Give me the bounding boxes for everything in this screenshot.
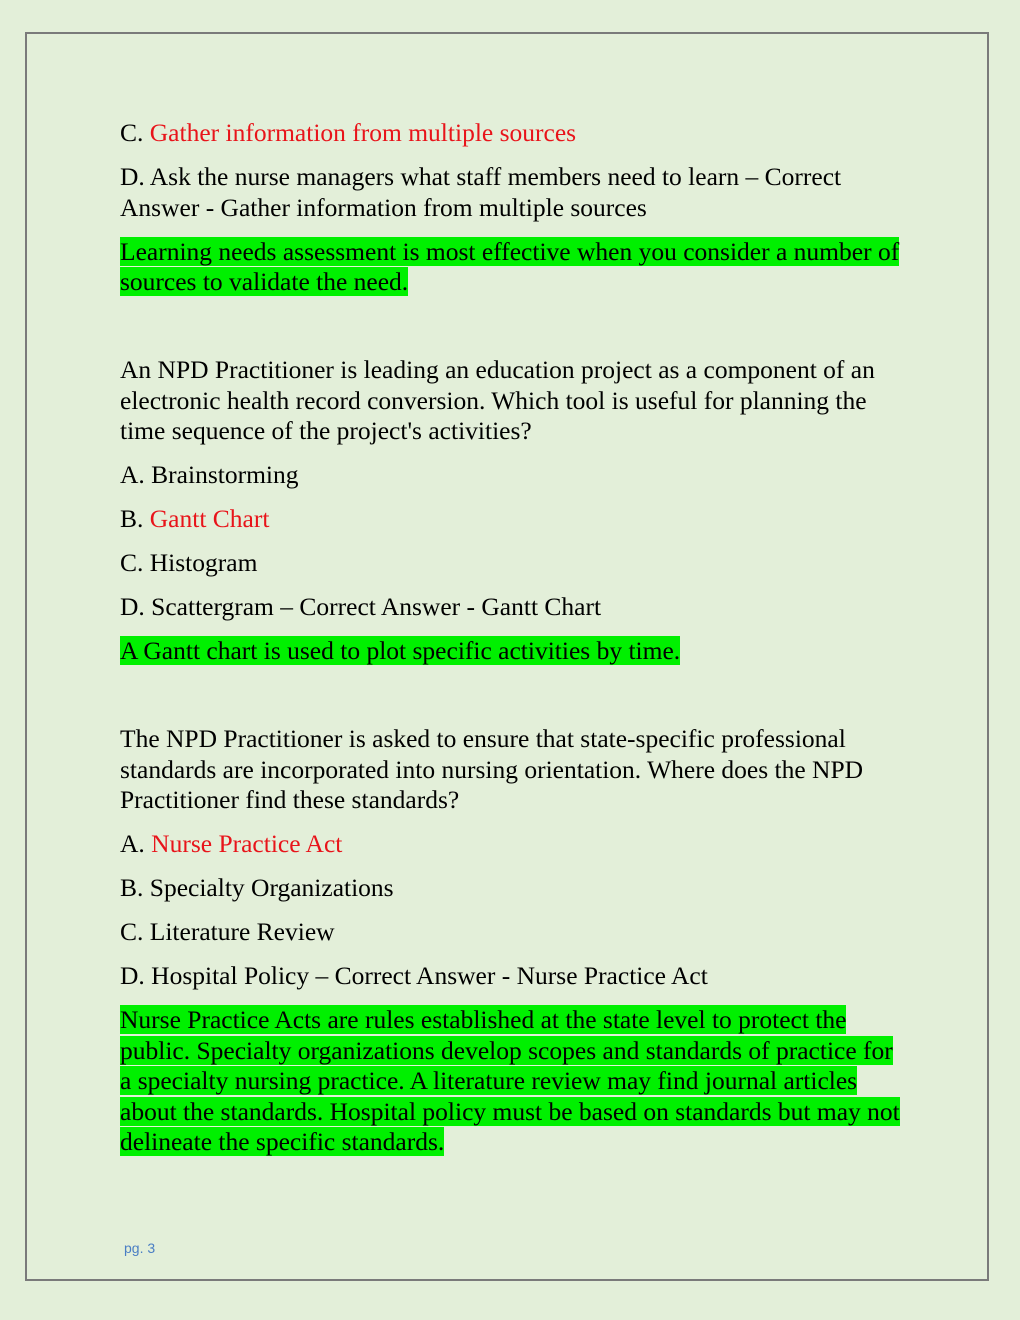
highlighted-rationale: Learning needs assessment is most effective when you consider a number of sources to validate the need. xyxy=(120,236,900,296)
correct-option-text: Gather information from multiple sources xyxy=(149,118,577,147)
correct-option-text: Nurse Practice Act xyxy=(151,829,343,858)
document-content xyxy=(120,118,910,1171)
correct-option-text: Gantt Chart xyxy=(149,504,270,533)
highlighted-rationale: Nurse Practice Acts are rules established at the state level to protect the public. Specialty organizations develop scopes and standards of practice for a specialty nursing practice. A literature review may find journal articles about the standards. Hospital policy must be based on standards but may not delineate the specific standards. xyxy=(120,1005,900,1156)
question-block3: The NPD Practitioner is asked to ensure that state-specific professional standards are incorporated into nursing orientation. Where does the NPD Practitioner find these standards? xyxy=(120,724,864,814)
option-prefix: A. xyxy=(120,829,152,858)
option-d-block3: D. Hospital Policy – Correct Answer - Nurse Practice Act xyxy=(120,961,708,990)
rationale-block3 xyxy=(120,1005,910,1158)
rationale-block2 xyxy=(120,636,910,667)
option-b-block3: B. Specialty Organizations xyxy=(120,873,394,902)
option-c-block3: C. Literature Review xyxy=(120,917,335,946)
option-a-block2: A. Brainstorming xyxy=(120,460,299,489)
option-a-block3 xyxy=(120,829,910,860)
spacer xyxy=(120,680,910,724)
option-d-block2: D. Scattergram – Correct Answer - Gantt Chart xyxy=(120,592,602,621)
option-c-block1 xyxy=(120,118,910,149)
spacer xyxy=(120,311,910,355)
option-d-block1: D. Ask the nurse managers what staff members need to learn – Correct Answer - Gather information from multiple sources xyxy=(120,162,842,222)
question-block2: An NPD Practitioner is leading an education project as a component of an electronic health record conversion. Which tool is useful for planning the time sequence of the project's activities? xyxy=(120,355,875,445)
option-prefix: B. xyxy=(120,504,150,533)
rationale-block1 xyxy=(120,237,910,298)
highlighted-rationale: A Gantt chart is used to plot specific activities by time. xyxy=(120,636,681,665)
option-c-block2: C. Histogram xyxy=(120,548,258,577)
page-number: pg. 3 xyxy=(124,1240,156,1256)
option-prefix: C. xyxy=(120,118,150,147)
option-b-block2 xyxy=(120,504,910,535)
